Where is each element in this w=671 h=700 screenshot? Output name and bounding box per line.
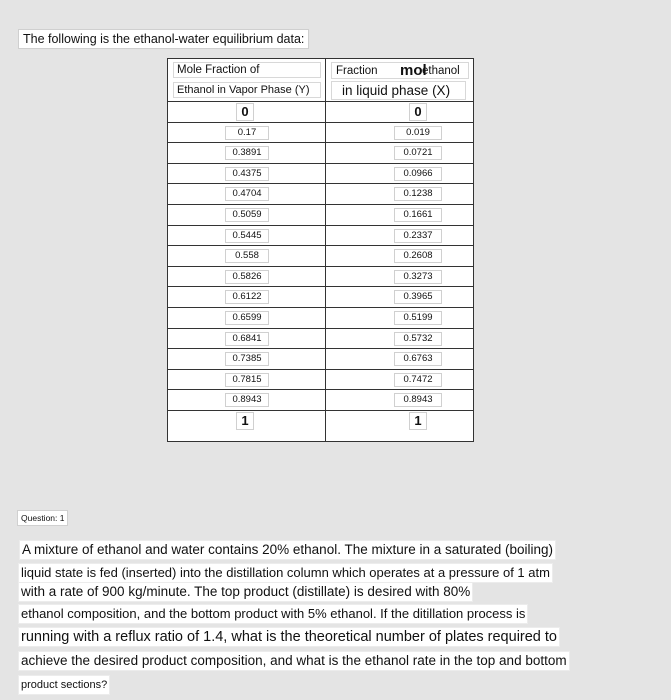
col2-header-word1: Fraction	[336, 65, 378, 77]
row-divider	[168, 348, 473, 349]
question-label: Question: 1	[17, 510, 68, 526]
col1-header-line1: Mole Fraction of	[173, 62, 321, 78]
row-divider	[168, 389, 473, 390]
vapor-fraction-cell: 0.7815	[225, 373, 269, 387]
intro-text: The following is the ethanol-water equilibrium data:	[18, 29, 309, 49]
vapor-fraction-cell: 0.5826	[225, 270, 269, 284]
liquid-fraction-cell: 0.3273	[394, 270, 442, 284]
vapor-fraction-cell: 0.5059	[225, 208, 269, 222]
vapor-fraction-cell: 0.7385	[225, 352, 269, 366]
row-divider	[168, 410, 473, 411]
col2-header-line2: in liquid phase (X)	[331, 81, 466, 100]
row-divider	[168, 101, 473, 102]
question-line: A mixture of ethanol and water contains 20% ethanol. The mixture in a saturated (boiling)	[19, 540, 556, 560]
liquid-fraction-cell: 0.8943	[394, 393, 442, 407]
vapor-fraction-cell: 0.8943	[225, 393, 269, 407]
vapor-fraction-cell: 0.558	[225, 249, 269, 263]
liquid-fraction-cell: 0.0966	[394, 167, 442, 181]
question-line: with a rate of 900 kg/minute. The top product (distillate) is desired with 80%	[18, 582, 473, 602]
liquid-fraction-cell: 0.6763	[394, 352, 442, 366]
vapor-fraction-cell: 1	[236, 412, 254, 430]
vapor-fraction-cell: 0.17	[225, 126, 269, 140]
equilibrium-table	[167, 58, 474, 442]
question-line: liquid state is fed (inserted) into the distillation column which operates at a pressure of 1 atm	[18, 563, 553, 583]
liquid-fraction-cell: 0.7472	[394, 373, 442, 387]
row-divider	[168, 328, 473, 329]
col2-header-line1	[331, 62, 469, 79]
liquid-fraction-cell: 0.2608	[394, 249, 442, 263]
row-divider	[168, 286, 473, 287]
liquid-fraction-cell: 0.0721	[394, 146, 442, 160]
question-line: achieve the desired product composition, and what is the ethanol rate in the top and bottom	[18, 651, 570, 671]
column-divider	[325, 59, 326, 441]
vapor-fraction-cell: 0.6599	[225, 311, 269, 325]
liquid-fraction-cell: 0.5732	[394, 332, 442, 346]
vapor-fraction-cell: 0.6841	[225, 332, 269, 346]
vapor-fraction-cell: 0.3891	[225, 146, 269, 160]
liquid-fraction-cell: 0.3965	[394, 290, 442, 304]
liquid-fraction-cell: 0.019	[394, 126, 442, 140]
vapor-fraction-cell: 0.6122	[225, 290, 269, 304]
liquid-fraction-cell: 0.1661	[394, 208, 442, 222]
vapor-fraction-cell: 0.5445	[225, 229, 269, 243]
col1-header-line2: Ethanol in Vapor Phase (Y)	[173, 82, 321, 98]
vapor-fraction-cell: 0	[236, 103, 254, 121]
row-divider	[168, 225, 473, 226]
row-divider	[168, 369, 473, 370]
liquid-fraction-cell: 0.5199	[394, 311, 442, 325]
row-divider	[168, 142, 473, 143]
liquid-fraction-cell: 1	[409, 412, 427, 430]
liquid-fraction-cell: 0	[409, 103, 427, 121]
row-divider	[168, 266, 473, 267]
row-divider	[168, 163, 473, 164]
col2-header-word2: mol	[400, 62, 427, 79]
row-divider	[168, 183, 473, 184]
row-divider	[168, 245, 473, 246]
col2-header-word3: ethanol	[422, 65, 460, 77]
vapor-fraction-cell: 0.4375	[225, 167, 269, 181]
vapor-fraction-cell: 0.4704	[225, 187, 269, 201]
row-divider	[168, 122, 473, 123]
liquid-fraction-cell: 0.1238	[394, 187, 442, 201]
question-line: ethanol composition, and the bottom product with 5% ethanol. If the ditillation process is	[18, 604, 528, 624]
question-line: running with a reflux ratio of 1.4, what is the theoretical number of plates required to	[18, 627, 560, 647]
liquid-fraction-cell: 0.2337	[394, 229, 442, 243]
row-divider	[168, 204, 473, 205]
row-divider	[168, 307, 473, 308]
question-line: product sections?	[18, 675, 110, 695]
